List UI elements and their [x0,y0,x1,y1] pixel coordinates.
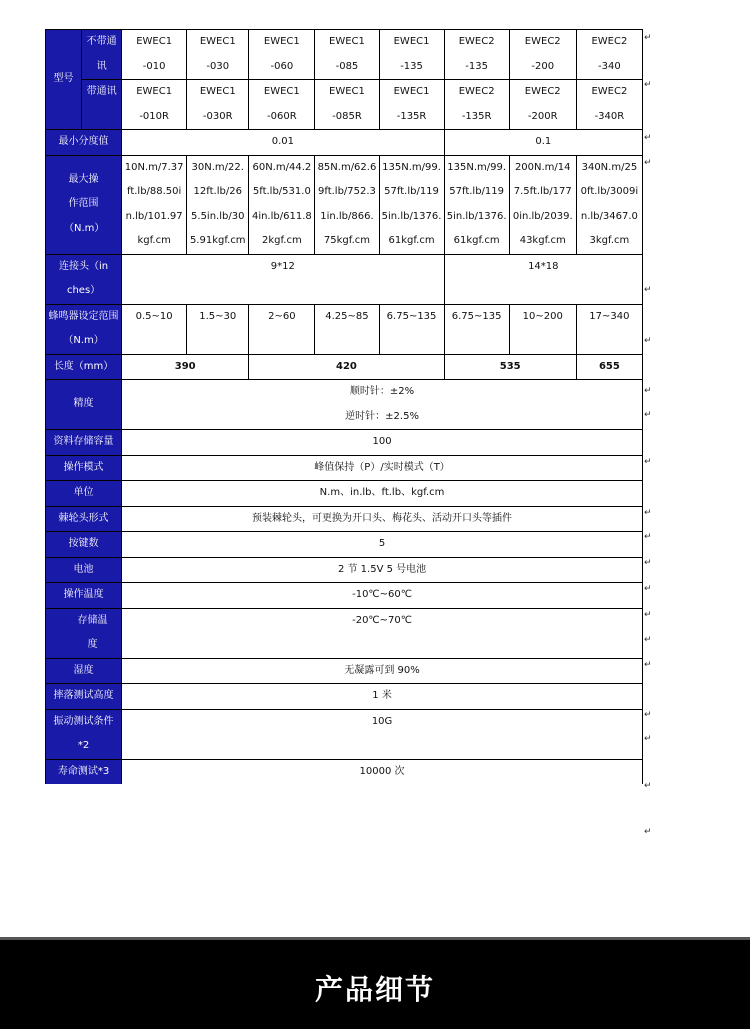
drop-label: 摔落测试高度 [46,684,122,710]
model-line: EWEC1 [136,36,173,47]
life-row [46,759,643,784]
return-mark-icon: ↵ [644,457,652,467]
model-line: -135R [461,110,492,122]
buzzer-value: 4.25~85 [315,304,379,354]
store-temp-value: -20℃~70℃ [122,608,643,658]
ratchet-row [46,506,643,532]
return-mark-icon: ↵ [644,532,652,542]
humidity-row [46,658,643,684]
model-line: -135 [465,60,488,72]
model-line: -010R [139,110,169,122]
model-cell [315,30,379,80]
op-temp-label: 操作温度 [46,583,122,609]
model-cell [576,30,642,80]
range-value: 85N.m/62.69ft.lb/752.31in.lb/866.75kgf.cm [315,155,379,254]
op-temp-row [46,583,643,609]
model-line: EWEC1 [393,36,430,47]
range-value: 60N.m/44.25ft.lb/531.04in.lb/611.82kgf.cm [249,155,315,254]
buzzer-label: 蜂鸣器设定范围（N.m） [46,304,122,354]
resolution-value-2: 0.1 [444,130,642,156]
footer-title: 产品细节 [314,973,435,1006]
accuracy-ccw: 逆时针：±2.5% [345,410,419,422]
model-line: EWEC2 [524,36,561,47]
ratchet-value: 预装棘轮头，可更换为开口头、梅花头、活动开口头等插件 [122,506,643,532]
range-row [46,155,643,254]
model-label-cell [46,30,82,130]
unit-value: N.m、in.lb、ft.lb、kgf.cm [122,481,643,507]
return-mark-icon: ↵ [644,133,652,143]
model-line: -060R [267,110,297,122]
model-line: -085 [335,60,359,72]
resolution-value-1: 0.01 [122,130,444,156]
return-mark-icon: ↵ [644,386,652,396]
vibration-value: 10G [122,709,643,759]
model-line: -135R [396,110,427,122]
model-line: -010 [142,60,166,72]
drop-row [46,684,643,710]
drop-value: 1 米 [122,684,643,710]
model-cell [249,80,315,130]
length-label: 长度（mm） [46,354,122,380]
model-cell [187,80,249,130]
store-temp-label: 存储温度 [46,608,122,658]
no-comm-label: 不带通讯 [86,36,117,72]
range-value: 340N.m/250ft.lb/3009in.lb/3467.03kgf.cm [576,155,642,254]
spec-table [45,29,643,784]
return-mark-icon: ↵ [644,410,652,420]
buzzer-value: 0.5~10 [122,304,187,354]
model-line: EWEC1 [263,86,300,97]
mode-row [46,455,643,481]
buzzer-value: 2~60 [249,304,315,354]
length-value-2: 420 [249,354,444,380]
op-temp-value: -10℃~60℃ [122,583,643,609]
return-mark-icon: ↵ [644,80,652,90]
keys-value: 5 [122,532,643,558]
return-mark-icon: ↵ [644,710,652,720]
model-cell [509,80,576,130]
buzzer-value: 6.75~135 [444,304,509,354]
model-line: EWEC2 [458,86,495,97]
model-line: -340 [598,60,621,72]
return-mark-icon: ↵ [644,734,652,744]
model-line: EWEC1 [199,86,236,97]
accuracy-value [122,380,643,430]
model-line: EWEC2 [524,86,561,97]
range-value: 10N.m/7.37ft.lb/88.50in.lb/101.97kgf.cm [122,155,187,254]
with-comm-label-cell [82,80,122,130]
model-row-comm [46,80,643,130]
model-cell [187,30,249,80]
model-line: EWEC1 [393,86,430,97]
range-label: 最大操作范围（N.m） [46,155,122,254]
model-cell [576,80,642,130]
humidity-label: 湿度 [46,658,122,684]
model-line: -200R [527,110,558,122]
model-line: EWEC1 [263,36,300,47]
model-cell [444,80,509,130]
accuracy-row [46,380,643,430]
no-comm-label-cell [82,30,122,80]
connector-value-2: 14*18 [444,254,642,304]
buzzer-value: 1.5~30 [187,304,249,354]
resolution-label: 最小分度值 [46,130,122,156]
keys-label: 按键数 [46,532,122,558]
life-value: 10000 次 [122,759,643,784]
spec-table-wrapper [45,29,643,784]
range-value: 30N.m/22.12ft.lb/265.5in.lb/305.91kgf.cm [187,155,249,254]
model-line: -085R [332,110,362,122]
resolution-row [46,130,643,156]
model-line: -340R [594,110,625,122]
model-cell [444,30,509,80]
storage-value: 100 [122,430,643,456]
return-mark-icon: ↵ [644,584,652,594]
keys-row [46,532,643,558]
return-mark-icon: ↵ [644,33,652,43]
unit-label: 单位 [46,481,122,507]
model-line: EWEC2 [591,86,628,97]
model-line: -200 [531,60,555,72]
with-comm-label: 带通讯 [86,86,117,97]
accuracy-cw: 顺时针：±2% [349,386,415,397]
model-line: -060 [270,60,294,72]
model-line: EWEC2 [591,36,628,47]
model-cell [379,30,444,80]
storage-row [46,430,643,456]
buzzer-value: 10~200 [509,304,576,354]
model-line: -030 [206,60,230,72]
model-line: EWEC1 [329,86,365,97]
return-mark-icon: ↵ [644,781,652,791]
model-line: -135 [400,60,423,72]
life-label: 寿命测试*3 [46,759,122,784]
return-mark-icon: ↵ [644,285,652,295]
battery-row [46,557,643,583]
mode-value: 峰值保持（P）/实时模式（T） [122,455,643,481]
model-cell [122,80,187,130]
vibration-row [46,709,643,759]
model-line: EWEC1 [329,36,365,47]
model-cell [379,80,444,130]
model-label: 型号 [53,73,74,85]
connector-value-1: 9*12 [122,254,444,304]
length-value-3: 535 [444,354,576,380]
model-cell [249,30,315,80]
return-mark-icon: ↵ [644,558,652,568]
ratchet-label: 棘轮头形式 [46,506,122,532]
length-value-1: 390 [122,354,249,380]
model-cell [315,80,379,130]
return-mark-icon: ↵ [644,610,652,620]
footer-banner [0,937,750,1029]
model-row-no-comm [46,30,643,80]
connector-row [46,254,643,304]
range-value: 135N.m/99.57ft.lb/1195in.lb/1376.61kgf.cm [379,155,444,254]
return-mark-icon: ↵ [644,158,652,168]
connector-label: 连接头（inches） [46,254,122,304]
return-mark-icon: ↵ [644,508,652,518]
buzzer-row [46,304,643,354]
buzzer-value: 17~340 [576,304,642,354]
length-row [46,354,643,380]
vibration-label: 振动测试条件*2 [46,709,122,759]
accuracy-label: 精度 [46,380,122,430]
buzzer-value: 6.75~135 [379,304,444,354]
length-value-4: 655 [576,354,642,380]
model-cell [509,30,576,80]
store-temp-row [46,608,643,658]
model-line: EWEC1 [199,36,236,47]
model-line: EWEC2 [458,36,495,47]
model-line: -030R [202,110,233,122]
humidity-value: 无凝露可到 90% [122,658,643,684]
range-value: 135N.m/99.57ft.lb/1195in.lb/1376.61kgf.cm [444,155,509,254]
return-mark-icon: ↵ [644,827,652,837]
model-line: EWEC1 [136,86,173,97]
unit-row [46,481,643,507]
battery-value: 2 节 1.5V 5 号电池 [122,557,643,583]
mode-label: 操作模式 [46,455,122,481]
return-mark-icon: ↵ [644,635,652,645]
model-cell [122,30,187,80]
battery-label: 电池 [46,557,122,583]
return-mark-icon: ↵ [644,336,652,346]
range-value: 200N.m/147.5ft.lb/1770in.lb/2039.43kgf.cm [509,155,576,254]
return-mark-icon: ↵ [644,660,652,670]
storage-label: 资料存储容量 [46,430,122,456]
